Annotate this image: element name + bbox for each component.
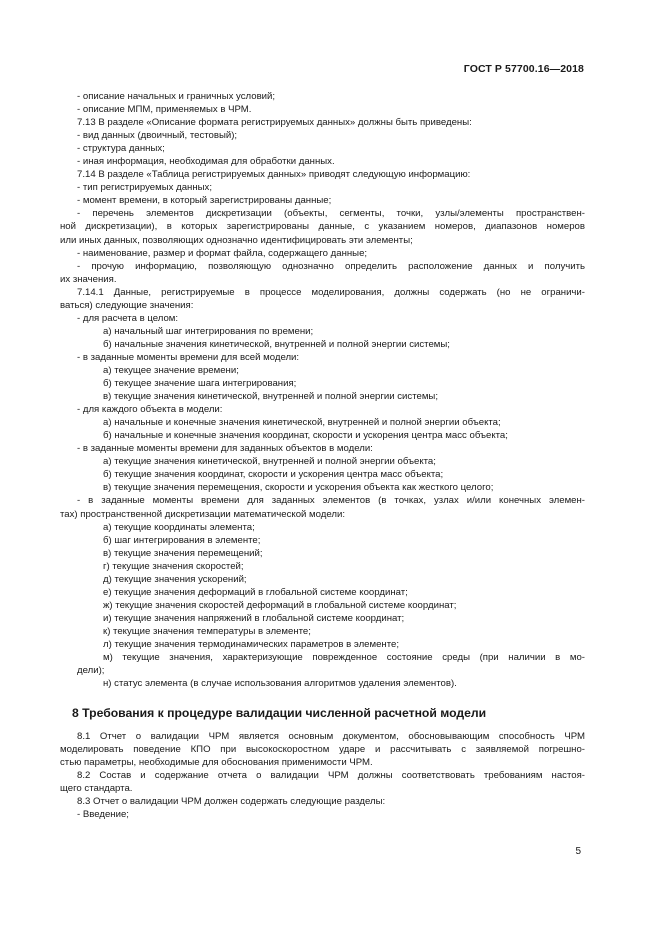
text-line: 7.14.1 Данные, регистрируемые в процессе моделирования, должны содержать (но не ограничи- bbox=[77, 286, 585, 298]
text-line: м) текущие значения, характеризующие поврежденное состояние среды (при наличии в мо- bbox=[103, 652, 585, 664]
text-line: в) текущие значения перемещения, скорости и ускорения объекта как жесткого целого; bbox=[103, 482, 494, 494]
text-line: стью параметры, необходимые для обоснования применимости ЧРМ. bbox=[60, 757, 373, 769]
text-line: е) текущие значения деформаций в глобальной системе координат; bbox=[103, 586, 408, 598]
text-line: 8.2 Состав и содержание отчета о валидации ЧРМ должны соответствовать требованиям настоя- bbox=[77, 770, 585, 782]
page-body bbox=[60, 90, 585, 821]
document-header-id: ГОСТ Р 57700.16—2018 bbox=[463, 63, 584, 75]
text-line: - в заданные моменты времени для заданных объектов в модели: bbox=[77, 443, 373, 455]
text-line: - наименование, размер и формат файла, содержащего данные; bbox=[77, 247, 368, 259]
text-line: дели); bbox=[77, 665, 105, 677]
text-line: б) шаг интегрирования в элементе; bbox=[103, 534, 261, 546]
text-line: - структура данных; bbox=[77, 143, 165, 155]
text-line: 7.13 В разделе «Описание формата регистрируемых данных» должны быть приведены: bbox=[77, 117, 472, 129]
text-line: - для расчета в целом: bbox=[77, 312, 179, 324]
text-line: тах) пространственной дискретизации математической модели: bbox=[60, 508, 346, 520]
text-line: к) текущие значения температуры в элементе; bbox=[103, 625, 311, 637]
text-line: 8.1 Отчет о валидации ЧРМ является основным документом, обосновывающим способность ЧРМ bbox=[77, 731, 585, 743]
text-line: а) текущие значения кинетической, внутренней и полной энергии объекта; bbox=[103, 456, 436, 468]
text-line: - момент времени, в который зарегистрированы данные; bbox=[77, 195, 332, 207]
text-line: ваться) следующие значения: bbox=[60, 299, 194, 311]
text-line: а) текущие координаты элемента; bbox=[103, 521, 255, 533]
text-line: или иных данных, позволяющих однозначно идентифицировать эти элементы; bbox=[60, 234, 413, 246]
text-line: в) текущие значения перемещений; bbox=[103, 547, 263, 559]
section-8-heading: 8 Требования к процедуре валидации численной расчетной модели bbox=[72, 706, 487, 721]
section8-text bbox=[60, 730, 585, 821]
text-line: ной дискретизации), в которых зарегистрированы данные, с указанием номеров, диапазонов номеров bbox=[60, 221, 585, 233]
text-line: - перечень элементов дискретизации (объекты, сегменты, точки, узлы/элементы пространствен- bbox=[77, 208, 585, 220]
text-line: в) текущие значения кинетической, внутренней и полной энергии системы; bbox=[103, 391, 438, 403]
text-line: а) начальный шаг интегрирования по времени; bbox=[103, 325, 314, 337]
text-line: л) текущие значения термодинамических параметров в элементе; bbox=[103, 638, 400, 650]
text-line: - прочую информацию, позволяющую однозначно определить расположение данных и получить bbox=[77, 260, 585, 272]
text-line: б) начальные значения кинетической, внутренней и полной энергии системы; bbox=[103, 338, 450, 350]
text-line: - описание МПМ, применяемых в ЧРМ. bbox=[77, 104, 252, 116]
section7-text bbox=[60, 90, 585, 690]
text-line: и) текущие значения напряжений в глобальной системе координат; bbox=[103, 612, 405, 624]
text-line: их значения. bbox=[60, 273, 117, 285]
text-line: б) текущие значения координат, скорости и ускорения центра масс объекта; bbox=[103, 469, 444, 481]
page-number: 5 bbox=[575, 846, 581, 857]
text-line: г) текущие значения скоростей; bbox=[103, 560, 244, 572]
text-line: б) начальные и конечные значения координат, скорости и ускорения центра масс объекта; bbox=[103, 430, 508, 442]
text-line: - для каждого объекта в модели: bbox=[77, 404, 223, 416]
text-line: д) текущие значения ускорений; bbox=[103, 573, 247, 585]
text-line: - вид данных (двоичный, тестовый); bbox=[77, 130, 238, 142]
text-line: моделировать поведение КПО при высокоскоростном ударе и рассчитывать с заявляемой погрешно- bbox=[60, 744, 585, 756]
text-line: а) текущее значение времени; bbox=[103, 364, 239, 376]
text-line: н) статус элемента (в случае использования алгоритмов удаления элементов). bbox=[103, 678, 457, 690]
text-line: - иная информация, необходимая для обработки данных. bbox=[77, 156, 335, 168]
text-line: - Введение; bbox=[77, 809, 129, 821]
text-line: б) текущее значение шага интегрирования; bbox=[103, 378, 297, 390]
text-line: - описание начальных и граничных условий; bbox=[77, 91, 276, 102]
text-line: - в заданные моменты времени для всей модели: bbox=[77, 351, 300, 363]
text-line: 7.14 В разделе «Таблица регистрируемых данных» приводят следующую информацию: bbox=[77, 169, 471, 181]
text-line: 8.3 Отчет о валидации ЧРМ должен содержать следующие разделы: bbox=[77, 796, 386, 808]
text-line: а) начальные и конечные значения кинетической, внутренней и полной энергии объекта; bbox=[103, 417, 501, 429]
text-line: - в заданные моменты времени для заданных элементов (в точках, узлах и/или конечных элемен- bbox=[77, 495, 585, 507]
text-line: ж) текущие значения скоростей деформаций в глобальной системе координат; bbox=[103, 599, 457, 611]
text-line: - тип регистрируемых данных; bbox=[77, 182, 212, 194]
text-line: щего стандарта. bbox=[60, 783, 133, 795]
